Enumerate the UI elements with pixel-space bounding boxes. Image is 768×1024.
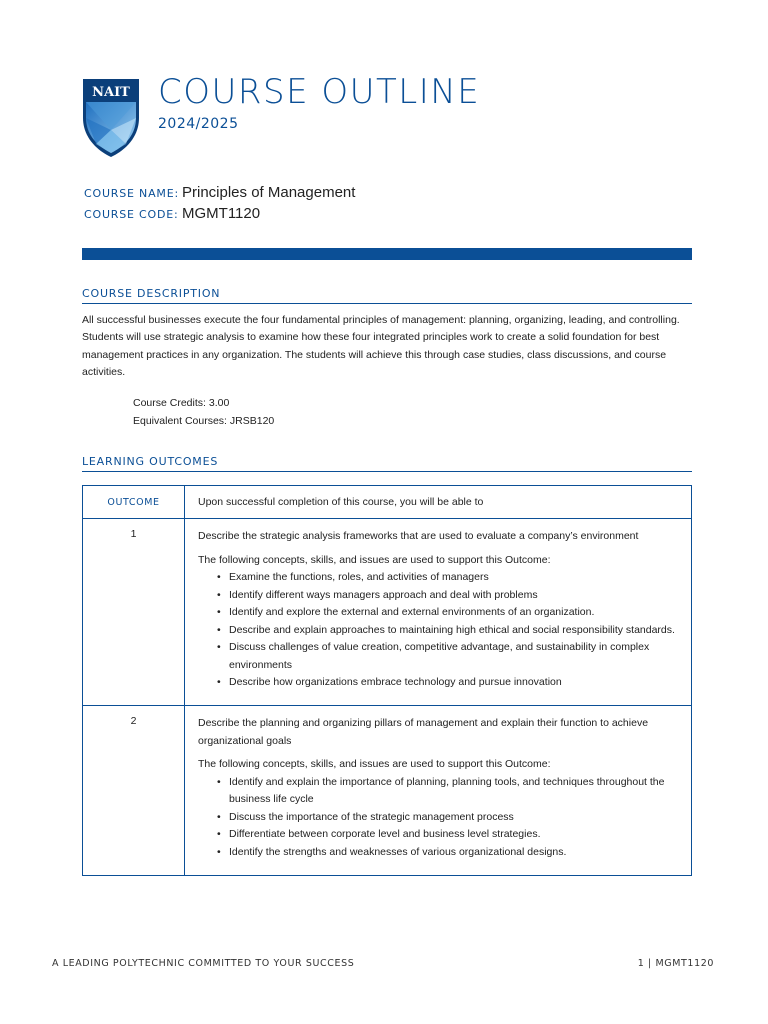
outcome-content (185, 519, 692, 706)
list-item: • Identify different ways managers approach and deal with problems (229, 587, 681, 605)
course-credits-block (133, 395, 274, 430)
footer-page-number: 1 | MGMT1120 (637, 958, 714, 969)
list-item: • Identify and explain the importance of planning, planning tools, and techniques throughout the business life cycle (229, 774, 681, 809)
list-item: • Identify and explore the external and external environments of an organization. (229, 604, 681, 622)
course-name-value: Principles of Management (182, 184, 356, 201)
outcome-support-intro: The following concepts, skills, and issues are used to support this Outcome: (198, 553, 551, 566)
table-header-row (83, 486, 692, 519)
outcome-intro-header: Upon successful completion of this course, you will be able to (185, 486, 692, 519)
page-title: COURSE OUTLINE (158, 72, 481, 112)
academic-year: 2024/2025 (158, 116, 239, 132)
outcome-bullet-list (198, 569, 681, 692)
learning-outcomes-heading: LEARNING OUTCOMES (82, 455, 692, 472)
logo-text: NAIT (92, 85, 130, 100)
outcome-number: 2 (83, 706, 185, 876)
outcome-support-intro: The following concepts, skills, and issues are used to support this Outcome: (198, 758, 551, 770)
course-code-label: COURSE CODE: (84, 208, 179, 221)
course-name-row (84, 184, 355, 201)
course-credits: Course Credits: 3.00 (133, 397, 230, 409)
outcome-content (185, 706, 692, 876)
table-row (83, 519, 692, 706)
table-row (83, 706, 692, 876)
header-divider-bar (82, 248, 692, 260)
outcome-column-header: OUTCOME (83, 486, 185, 519)
list-item: • Discuss challenges of value creation, competitive advantage, and sustainability in complex environments (229, 639, 681, 674)
list-item: • Describe how organizations embrace technology and pursue innovation (229, 674, 681, 692)
list-item: • Discuss the importance of the strategic management process (229, 809, 681, 827)
nait-logo (82, 78, 140, 158)
outcome-bullet-list (198, 774, 681, 862)
course-code-value: MGMT1120 (182, 205, 261, 222)
course-description-text: All successful businesses execute the four fundamental principles of management: planning, organizing, leading, and controlling. Students will use strategic analysis to examine how these four integrated principles work to create a solid foundation for best management practices in any organization. The students will achieve this through case studies, class discussions, and course activities. (82, 314, 680, 379)
outcome-title: Describe the strategic analysis frameworks that are used to evaluate a company’s environment (198, 530, 639, 542)
course-name-label: COURSE NAME: (84, 187, 179, 200)
list-item: • Identify the strengths and weaknesses of various organizational designs. (229, 844, 681, 862)
equivalent-courses: Equivalent Courses: JRSB120 (133, 414, 275, 427)
footer-tagline: A LEADING POLYTECHNIC COMMITTED TO YOUR SUCCESS (52, 958, 355, 969)
list-item: • Differentiate between corporate level and business level strategies. (229, 826, 681, 844)
list-item: • Examine the functions, roles, and activities of managers (229, 569, 681, 587)
outcome-number: 1 (83, 519, 185, 706)
learning-outcomes-table (82, 485, 692, 876)
outcome-title: Describe the planning and organizing pillars of management and explain their function to achieve organizational goals (198, 717, 649, 747)
course-description-heading: COURSE DESCRIPTION (82, 287, 692, 304)
list-item: • Describe and explain approaches to maintaining high ethical and social responsibility standards. (229, 622, 681, 640)
course-code-row (84, 205, 260, 222)
